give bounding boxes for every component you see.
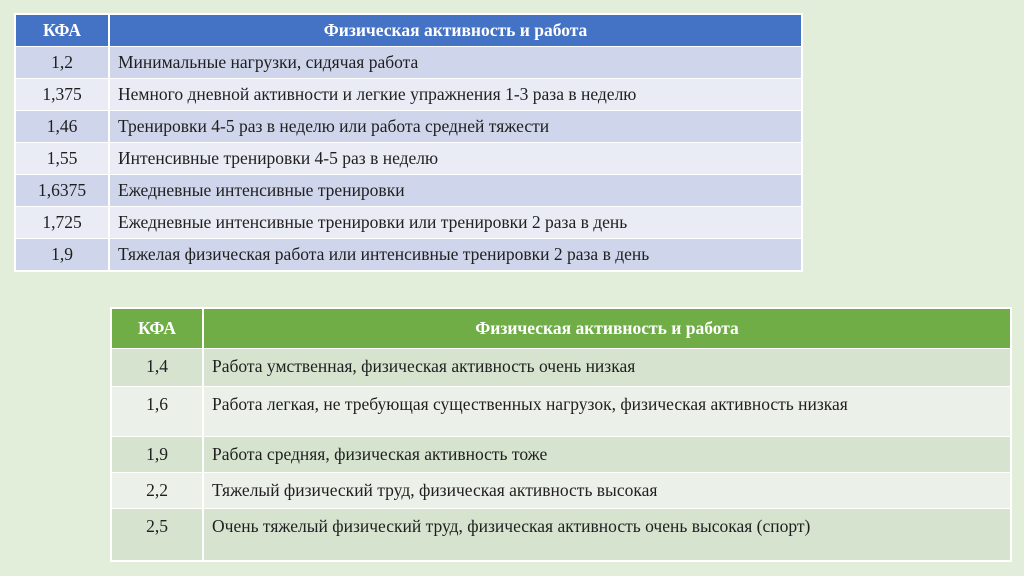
header-activity: Физическая активность и работа xyxy=(203,308,1011,349)
table-row xyxy=(15,143,802,175)
kfa-cell: 2,5 xyxy=(111,509,203,562)
activity-cell: Минимальные нагрузки, сидячая работа xyxy=(109,47,802,79)
kfa-cell: 1,725 xyxy=(15,207,109,239)
activity-cell: Работа легкая, не требующая существенных нагрузок, физическая активность низкая xyxy=(203,387,1011,437)
kfa-cell: 1,2 xyxy=(15,47,109,79)
table-row xyxy=(111,509,1011,562)
kfa-cell: 1,6375 xyxy=(15,175,109,207)
kfa-cell: 1,55 xyxy=(15,143,109,175)
kfa-cell: 2,2 xyxy=(111,473,203,509)
header-kfa: КФА xyxy=(111,308,203,349)
table-row xyxy=(111,349,1011,387)
kfa-cell: 1,9 xyxy=(15,239,109,272)
kfa-cell: 1,46 xyxy=(15,111,109,143)
activity-cell: Тренировки 4-5 раз в неделю или работа средней тяжести xyxy=(109,111,802,143)
activity-cell: Интенсивные тренировки 4-5 раз в неделю xyxy=(109,143,802,175)
table-row xyxy=(111,473,1011,509)
activity-cell: Тяжелая физическая работа или интенсивные тренировки 2 раза в день xyxy=(109,239,802,272)
table-row xyxy=(15,47,802,79)
activity-cell: Очень тяжелый физический труд, физическая активность очень высокая (спорт) xyxy=(203,509,1011,562)
kfa-cell: 1,6 xyxy=(111,387,203,437)
activity-cell: Работа средняя, физическая активность тоже xyxy=(203,437,1011,473)
kfa-cell: 1,4 xyxy=(111,349,203,387)
table-row xyxy=(15,79,802,111)
activity-cell: Тяжелый физический труд, физическая активность высокая xyxy=(203,473,1011,509)
table-row xyxy=(15,239,802,272)
table-header-row xyxy=(15,14,802,47)
activity-cell: Немного дневной активности и легкие упражнения 1-3 раза в неделю xyxy=(109,79,802,111)
table-row xyxy=(15,175,802,207)
activity-cell: Ежедневные интенсивные тренировки или тренировки 2 раза в день xyxy=(109,207,802,239)
activity-table-2 xyxy=(110,307,1012,562)
kfa-cell: 1,375 xyxy=(15,79,109,111)
activity-cell: Работа умственная, физическая активность очень низкая xyxy=(203,349,1011,387)
table-row xyxy=(15,207,802,239)
header-activity: Физическая активность и работа xyxy=(109,14,802,47)
activity-cell: Ежедневные интенсивные тренировки xyxy=(109,175,802,207)
table-row xyxy=(15,111,802,143)
kfa-cell: 1,9 xyxy=(111,437,203,473)
table-row xyxy=(111,437,1011,473)
table-row xyxy=(111,387,1011,437)
activity-table-1 xyxy=(14,13,803,272)
table-header-row xyxy=(111,308,1011,349)
header-kfa: КФА xyxy=(15,14,109,47)
